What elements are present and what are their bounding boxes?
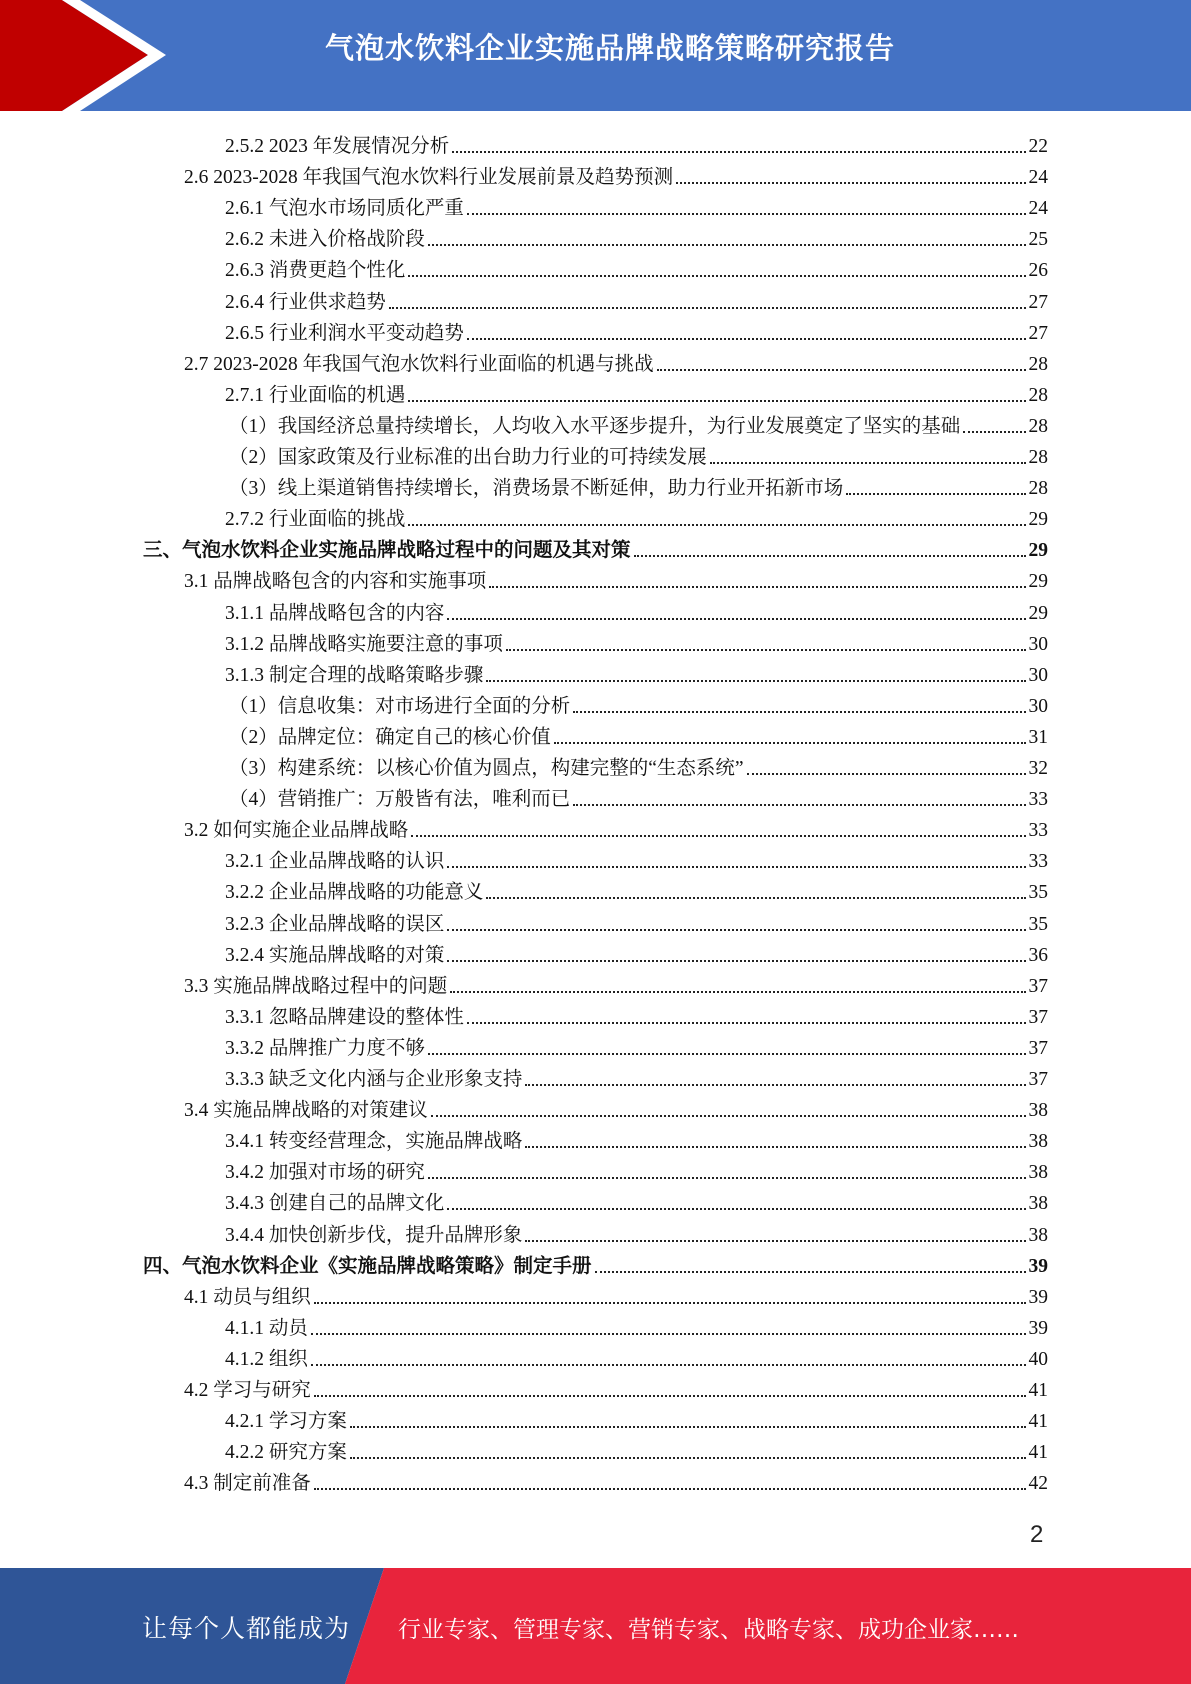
toc-entry-title: 3.4 实施品牌战略的对策建议 — [184, 1100, 428, 1122]
toc-entry-title: （1）信息收集：对市场进行全面的分析 — [229, 695, 571, 717]
toc-entry[interactable] — [225, 905, 1048, 936]
toc-entry[interactable] — [225, 1184, 1048, 1215]
toc-entry-page: 38 — [1028, 1100, 1048, 1122]
toc-entry-title: 三、气泡水饮料企业实施品牌战略过程中的问题及其对策 — [143, 540, 631, 562]
toc-entry-page: 40 — [1028, 1348, 1048, 1370]
toc-entry[interactable] — [225, 1122, 1048, 1153]
toc-dot-leader — [408, 524, 1025, 526]
toc-entry-page: 28 — [1028, 384, 1048, 406]
toc-entry-page: 22 — [1028, 136, 1048, 157]
toc-entry[interactable] — [184, 1091, 1048, 1122]
toc-entry-title: 3.2 如何实施企业品牌战略 — [184, 820, 409, 842]
toc-entry-title: 2.6 2023-2028 年我国气泡水饮料行业发展前景及趋势预测 — [184, 167, 674, 189]
toc-entry[interactable] — [225, 314, 1048, 345]
toc-dot-leader — [350, 1457, 1026, 1459]
toc-entry[interactable] — [143, 531, 1048, 562]
toc-dot-leader — [314, 1395, 1026, 1397]
toc-entry-page: 38 — [1028, 1131, 1048, 1153]
toc-entry-page: 38 — [1028, 1162, 1048, 1184]
toc-entry-page: 42 — [1028, 1473, 1048, 1495]
toc-entry[interactable] — [225, 500, 1048, 531]
toc-entry-page: 29 — [1028, 509, 1048, 531]
toc-entry[interactable] — [225, 251, 1048, 282]
toc-entry[interactable] — [225, 873, 1048, 904]
toc-entry[interactable] — [184, 562, 1048, 593]
toc-entry-page: 30 — [1028, 633, 1048, 655]
toc-dot-leader — [314, 1488, 1026, 1490]
toc-entry-title: 2.6.3 消费更趋个性化 — [225, 260, 406, 282]
toc-entry[interactable] — [225, 1060, 1048, 1091]
toc-entry[interactable] — [184, 1371, 1048, 1402]
toc-dot-leader — [525, 1240, 1025, 1242]
toc-entry-title: 3.3.2 品牌推广力度不够 — [225, 1037, 425, 1059]
toc-entry-title: 3.1.1 品牌战略包含的内容 — [225, 602, 445, 624]
toc-entry-title: （2）品牌定位：确定自己的核心价值 — [229, 726, 551, 748]
toc-entry-title: （3）线上渠道销售持续增长，消费场景不断延伸，助力行业开拓新市场 — [229, 478, 844, 500]
toc-dot-leader — [311, 1364, 1026, 1366]
toc-dot-leader — [963, 431, 1025, 433]
toc-entry[interactable] — [225, 283, 1048, 314]
footer-slogan-right: 行业专家、管理专家、营销专家、战略专家、成功企业家…… — [398, 1617, 1019, 1643]
toc-dot-leader — [525, 1084, 1025, 1086]
toc-dot-leader — [350, 1426, 1026, 1428]
toc-dot-leader — [486, 897, 1025, 899]
toc-dot-leader — [447, 929, 1025, 931]
toc-dot-leader — [447, 1208, 1025, 1210]
toc-entry[interactable] — [229, 407, 1048, 438]
toc-entry-title: 3.1.3 制定合理的战略策略步骤 — [225, 664, 484, 686]
toc-entry-title: 4.2.2 研究方案 — [225, 1442, 347, 1464]
toc-entry-title: 3.4.4 加快创新步伐，提升品牌形象 — [225, 1224, 523, 1246]
toc-dot-leader — [486, 680, 1025, 682]
toc-entry-title: 2.6.1 气泡水市场同质化严重 — [225, 198, 464, 220]
toc-dot-leader — [314, 1302, 1026, 1304]
toc-entry-page: 39 — [1028, 1317, 1048, 1339]
toc-entry[interactable] — [225, 998, 1048, 1029]
toc-dot-leader — [467, 213, 1026, 215]
toc-entry-page: 35 — [1028, 913, 1048, 935]
toc-dot-leader — [450, 991, 1025, 993]
toc-entry-title: 2.5.2 2023 年发展情况分析 — [225, 136, 450, 157]
toc-entry-title: 4.1.1 动员 — [225, 1317, 308, 1339]
toc-entry-page: 39 — [1028, 1255, 1048, 1277]
toc-entry-title: 3.3.1 忽略品牌建设的整体性 — [225, 1006, 464, 1028]
toc-entry-page: 37 — [1028, 1069, 1048, 1090]
toc-entry-page: 24 — [1028, 198, 1048, 220]
toc-entry[interactable] — [184, 967, 1048, 998]
toc-entry[interactable] — [225, 656, 1048, 687]
toc-dot-leader — [447, 960, 1025, 962]
toc-entry[interactable] — [229, 687, 1048, 718]
toc-entry[interactable] — [229, 780, 1048, 811]
toc-entry-title: 3.2.4 实施品牌战略的对策 — [225, 944, 445, 966]
toc-entry[interactable] — [225, 1433, 1048, 1464]
toc-entry-page: 33 — [1028, 820, 1048, 842]
toc-dot-leader — [573, 711, 1025, 713]
toc-entry-title: 2.6.2 未进入价格战阶段 — [225, 229, 425, 251]
toc-entry-title: 3.4.1 转变经营理念，实施品牌战略 — [225, 1131, 523, 1153]
toc-entry-page: 36 — [1028, 944, 1048, 966]
toc-entry-title: 2.6.4 行业供求趋势 — [225, 291, 386, 313]
toc-dot-leader — [411, 835, 1025, 837]
toc-entry-page: 27 — [1028, 322, 1048, 344]
toc-entry-title: 3.3 实施品牌战略过程中的问题 — [184, 975, 448, 997]
toc-entry[interactable] — [184, 811, 1048, 842]
toc-entry-page: 31 — [1028, 726, 1048, 748]
toc-entry-page: 33 — [1028, 789, 1048, 811]
toc-entry-title: 4.2 学习与研究 — [184, 1380, 311, 1401]
toc-entry-title: 3.2.1 企业品牌战略的认识 — [225, 851, 445, 873]
toc-entry-page: 33 — [1028, 851, 1048, 873]
toc-entry-title: 4.3 制定前准备 — [184, 1473, 311, 1495]
toc-dot-leader — [573, 804, 1025, 806]
toc-dot-leader — [311, 1333, 1026, 1335]
toc-entry-page: 29 — [1028, 571, 1048, 593]
toc-entry[interactable] — [229, 749, 1048, 780]
toc-entry[interactable] — [225, 376, 1048, 407]
toc-dot-leader — [489, 586, 1025, 588]
toc-dot-leader — [428, 244, 1026, 246]
toc-entry-title: 2.7 2023-2028 年我国气泡水饮料行业面临的机遇与挑战 — [184, 353, 654, 375]
toc-entry-title: 4.1.2 组织 — [225, 1348, 308, 1370]
toc-dot-leader — [447, 618, 1025, 620]
toc-entry[interactable] — [184, 345, 1048, 376]
toc-entry[interactable] — [184, 158, 1048, 189]
toc-entry-page: 38 — [1028, 1224, 1048, 1246]
toc-entry[interactable] — [225, 842, 1048, 873]
toc-dot-leader — [554, 742, 1026, 744]
toc-dot-leader — [846, 493, 1025, 495]
toc-entry-page: 30 — [1028, 664, 1048, 686]
footer-banner — [0, 1568, 1191, 1684]
toc-entry[interactable] — [184, 1278, 1048, 1309]
toc-dot-leader — [595, 1271, 1026, 1273]
toc-entry-title: （2）国家政策及行业标准的出台助力行业的可持续发展 — [229, 447, 707, 468]
toc-entry-title: 4.2.1 学习方案 — [225, 1411, 347, 1433]
toc-entry[interactable] — [225, 1216, 1048, 1247]
toc-dot-leader — [467, 1022, 1026, 1024]
toc-entry-title: 3.4.2 加强对市场的研究 — [225, 1162, 425, 1184]
toc-dot-leader — [710, 462, 1026, 464]
toc-dot-leader — [389, 307, 1026, 309]
toc-entry-page: 37 — [1028, 1006, 1048, 1028]
toc-entry-page: 41 — [1028, 1411, 1048, 1433]
toc-entry-page: 28 — [1028, 415, 1048, 437]
toc-entry-title: 3.1.2 品牌战略实施要注意的事项 — [225, 633, 503, 655]
toc-entry-page: 27 — [1028, 291, 1048, 313]
toc-dot-leader — [408, 275, 1025, 277]
toc-dot-leader — [428, 1177, 1026, 1179]
toc-entry-page: 29 — [1028, 602, 1048, 624]
toc-entry-page: 24 — [1028, 167, 1048, 189]
toc-entry-page: 35 — [1028, 882, 1048, 904]
toc-entry-page: 39 — [1028, 1286, 1048, 1308]
toc-entry[interactable] — [229, 469, 1048, 500]
toc-entry[interactable] — [229, 718, 1048, 749]
toc-dot-leader — [657, 369, 1026, 371]
footer-slogan-left: 让每个人都能成为 — [142, 1614, 351, 1643]
toc-entry-title: 3.3.3 缺乏文化内涵与企业形象支持 — [225, 1069, 523, 1090]
toc-entry-title: 3.1 品牌战略包含的内容和实施事项 — [184, 571, 487, 593]
toc-entry-page: 37 — [1028, 1037, 1048, 1059]
toc-entry[interactable] — [225, 1029, 1048, 1060]
toc-entry-title: （4）营销推广：万般皆有法，唯利而已 — [229, 789, 571, 811]
page-number: 2 — [1030, 1521, 1044, 1548]
toc-entry-title: 4.1 动员与组织 — [184, 1286, 311, 1308]
toc-entry[interactable] — [225, 189, 1048, 220]
header-bar — [0, 0, 1191, 111]
toc-entry[interactable] — [225, 1309, 1048, 1340]
toc-entry[interactable] — [225, 127, 1048, 158]
toc-entry-page: 28 — [1028, 447, 1048, 468]
toc-entry-page: 37 — [1028, 975, 1048, 997]
toc-entry-page: 32 — [1028, 758, 1048, 779]
toc-entry-title: 3.4.3 创建自己的品牌文化 — [225, 1193, 445, 1215]
toc-dot-leader — [506, 649, 1026, 651]
toc-entry-title: 2.6.5 行业利润水平变动趋势 — [225, 322, 464, 344]
toc-dot-leader — [452, 151, 1025, 153]
toc-entry-page: 30 — [1028, 695, 1048, 717]
toc-entry[interactable] — [143, 1247, 1048, 1278]
toc-entry-title: （1）我国经济总量持续增长，人均收入水平逐步提升，为行业发展奠定了坚实的基础 — [229, 415, 961, 437]
toc-entry[interactable] — [225, 594, 1048, 625]
toc-entry-title: 2.7.1 行业面临的机遇 — [225, 384, 406, 406]
toc-entry-page: 28 — [1028, 353, 1048, 375]
toc-entry[interactable] — [184, 1464, 1048, 1495]
document-title: 气泡水饮料企业实施品牌战略策略研究报告 — [324, 31, 895, 65]
toc-entry-title: 3.2.2 企业品牌战略的功能意义 — [225, 882, 484, 904]
toc-entry-page: 25 — [1028, 229, 1048, 251]
toc-entry-page: 28 — [1028, 478, 1048, 500]
toc-dot-leader — [467, 338, 1026, 340]
toc-entry[interactable] — [229, 438, 1048, 469]
toc-entry[interactable] — [225, 936, 1048, 967]
toc-dot-leader — [634, 555, 1026, 557]
toc-entry-title: 四、气泡水饮料企业《实施品牌战略策略》制定手册 — [143, 1255, 592, 1277]
toc-dot-leader — [428, 1053, 1026, 1055]
toc-dot-leader — [408, 400, 1025, 402]
toc-entry[interactable] — [225, 1340, 1048, 1371]
toc-entry[interactable] — [225, 625, 1048, 656]
toc-entry[interactable] — [225, 1153, 1048, 1184]
toc-entry-page: 38 — [1028, 1193, 1048, 1215]
toc-entry[interactable] — [225, 1402, 1048, 1433]
toc-entry-page: 29 — [1028, 540, 1048, 562]
toc-entry-page: 41 — [1028, 1380, 1048, 1401]
toc-dot-leader — [447, 866, 1025, 868]
toc-dot-leader — [676, 182, 1025, 184]
toc-entry-title: （3）构建系统：以核心价值为圆点，构建完整的“生态系统” — [229, 758, 744, 779]
toc-dot-leader — [747, 773, 1026, 775]
toc-entry-title: 3.2.3 企业品牌战略的误区 — [225, 913, 445, 935]
toc-entry-page: 41 — [1028, 1442, 1048, 1464]
toc-entry-page: 26 — [1028, 260, 1048, 282]
toc-dot-leader — [431, 1115, 1026, 1117]
toc-entry[interactable] — [225, 220, 1048, 251]
toc-entry-title: 2.7.2 行业面临的挑战 — [225, 509, 406, 531]
toc-dot-leader — [525, 1146, 1025, 1148]
